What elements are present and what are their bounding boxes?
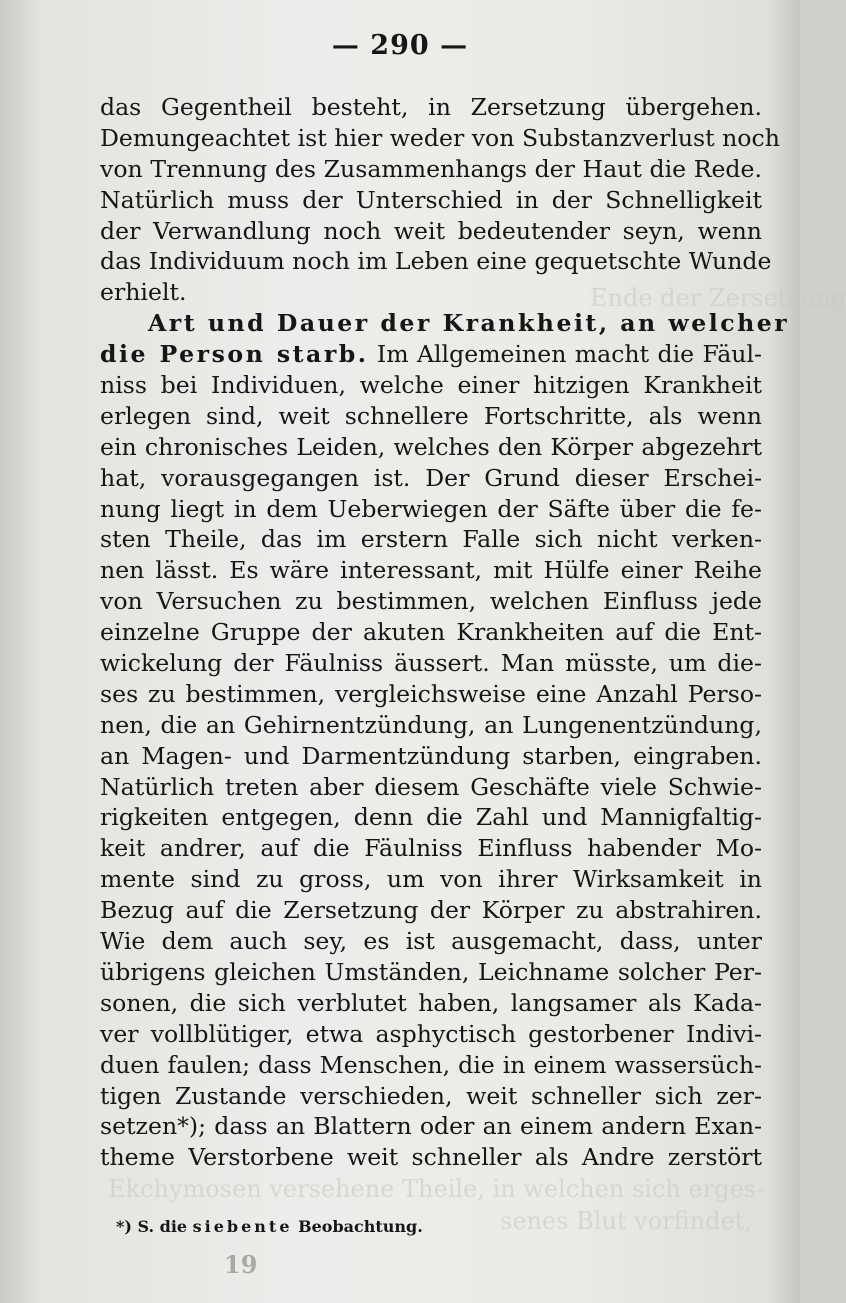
text-line: an Magen- und Darmentzündung starben, eingraben. [100,741,762,770]
text-line: erlegen sind, weit schnellere Fortschritte, als wenn [100,401,762,430]
text-line: mente sind zu gross, um von ihrer Wirksamkeit in [100,865,762,894]
text-line: Bezug auf die Zersetzung der Körper zu abstrahiren. [100,896,762,925]
text-line: der Verwandlung noch weit bedeutender seyn, wenn [100,216,762,245]
bleed-through-text: Ende der Zersetzung [590,284,846,312]
text-line: übrigens gleichen Umständen, Leichname solcher Per- [100,957,762,986]
text-line: ver vollblütiger, etwa asphyctisch gestorbener Indivi- [100,1019,762,1048]
text-line: keit andrer, auf die Fäulniss Einfluss habender Mo- [100,834,762,863]
text-line: einzelne Gruppe der akuten Krankheiten auf die Ent- [100,618,762,647]
bleed-through-text: senes Blut vorfindet, [500,1207,752,1235]
section-heading-line [100,308,790,339]
footnote [116,1217,423,1236]
section-heading: Art und Dauer der Krankheit, an welcher [148,309,790,338]
text-line [100,339,762,370]
text-line: nen lässt. Es wäre interessant, mit Hülfe einer Reihe [100,556,762,585]
text-line: Demungeachtet ist hier weder von Substanzverlust noch [100,123,780,152]
text-line: nung liegt in dem Ueberwiegen der Säfte über die fe- [100,494,762,523]
text-line: das Individuum noch im Leben eine gequetschte Wunde [100,247,772,276]
section-heading-continued: die Person starb. [100,340,369,369]
text-line: nen, die an Gehirnentzündung, an Lungenentzündung, [100,710,762,739]
bleed-through-text: Ekchymosen versehene Theile, in welchen sich erges- [108,1175,765,1203]
text-line: duen faulen; dass Menschen, die in einem wassersüch- [100,1050,762,1079]
text-line: Natürlich muss der Unterschied in der Schnelligkeit [100,185,762,214]
text-line: theme Verstorbene weit schneller als Andre zerstört [100,1143,762,1172]
footnote-spaced-word: siebente [192,1217,293,1236]
text-line: setzen*); dass an Blattern oder an einem andern Exan- [100,1112,762,1141]
page-number: — 290 — [331,30,469,61]
text-line: Natürlich treten aber diesem Geschäfte viele Schwie- [100,772,762,801]
footnote-text: Beobachtung. [298,1217,423,1236]
footnote-marker: *) S. die [116,1217,188,1236]
text-fragment: Im Allgemeinen macht die Fäul- [376,340,763,369]
text-line: rigkeiten entgegen, denn die Zahl und Mannigfaltig- [100,803,762,832]
text-line: von Versuchen zu bestimmen, welchen Einfluss jede [100,587,762,616]
text-line: tigen Zustande verschieden, weit schneller sich zer- [100,1081,762,1110]
text-line: das Gegentheil besteht, in Zersetzung übergehen. [100,93,762,121]
text-line: hat, vorausgegangen ist. Der Grund dieser Erschei- [100,463,762,492]
text-line: sonen, die sich verblutet haben, langsamer als Kada- [100,988,762,1017]
signature-mark: 19 [224,1250,258,1279]
text-line: von Trennung des Zusammenhangs der Haut die Rede. [100,154,762,183]
text-line: ses zu bestimmen, vergleichsweise eine Anzahl Perso- [100,679,762,708]
body-text [100,92,790,1173]
text-line: wickelung der Fäulniss äussert. Man müsste, um die- [100,649,762,678]
text-line: niss bei Individuen, welche einer hitzigen Krankheit [100,371,762,400]
text-line: Wie dem auch sey, es ist ausgemacht, dass, unter [100,927,762,956]
text-line: ein chronisches Leiden, welches den Körper abgezehrt [100,432,762,461]
text-line: erhielt. [100,278,187,307]
text-line: sten Theile, das im erstern Falle sich nicht verken- [100,525,762,554]
